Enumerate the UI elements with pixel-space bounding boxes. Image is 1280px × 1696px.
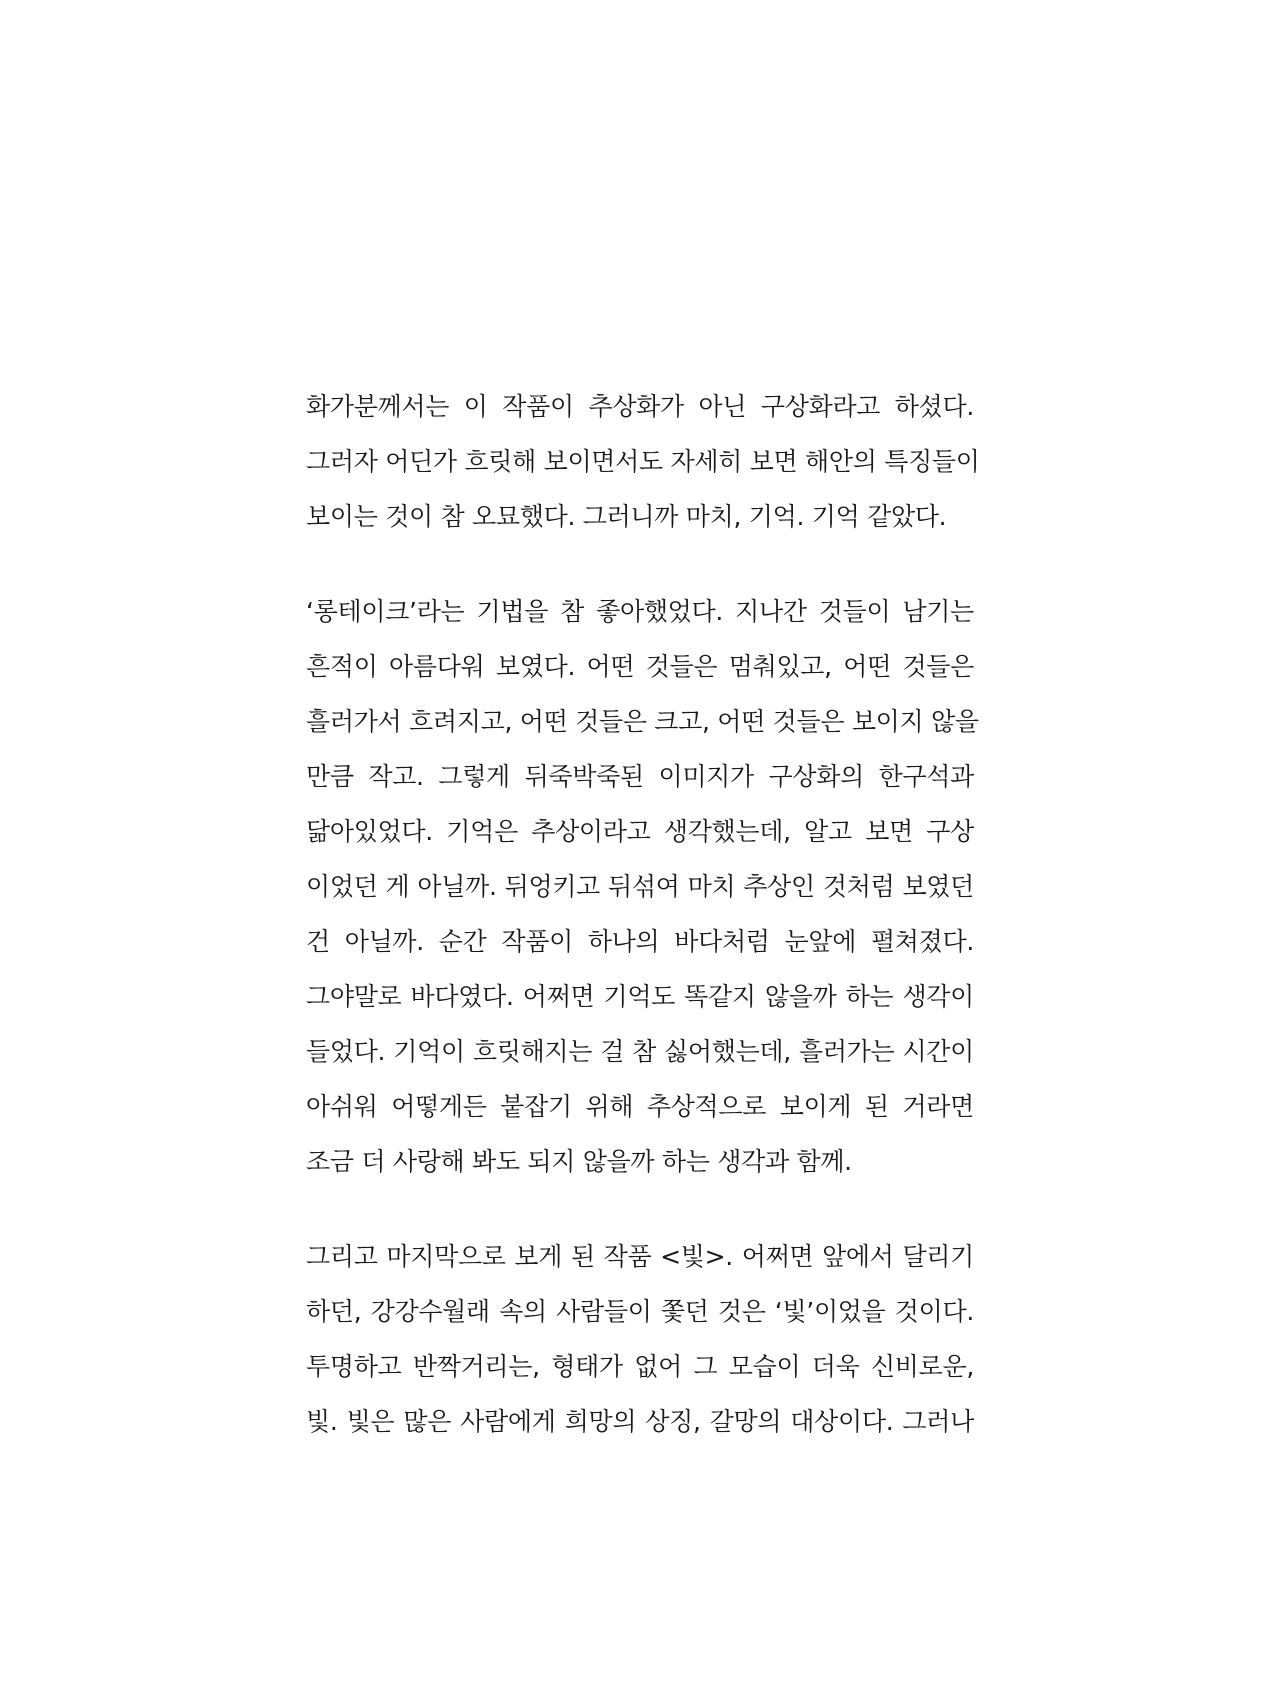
text-line: 들었다. 기억이 흐릿해지는 걸 참 싫어했는데, 흘러가는 시간이: [306, 1037, 974, 1066]
text-line: 닮아있었다. 기억은 추상이라고 생각했는데, 알고 보면 구상: [306, 817, 974, 846]
text-line: 만큼 작고. 그렇게 뒤죽박죽된 이미지가 구상화의 한구석과: [306, 762, 974, 791]
text-line: ‘롱테이크’라는 기법을 참 좋아했었다. 지나간 것들이 남기는: [306, 597, 974, 626]
body-text: [306, 379, 980, 1489]
text-line: 건 아닐까. 순간 작품이 하나의 바다처럼 눈앞에 펼쳐졌다.: [306, 927, 974, 956]
paragraph-2: [306, 584, 979, 1189]
text-line: 아쉬워 어떻게든 붙잡기 위해 추상적으로 보이게 된 거라면: [306, 1092, 974, 1121]
text-line: 조금 더 사랑해 봐도 되지 않을까 하는 생각과 함께.: [306, 1147, 852, 1176]
text-line: 보이는 것이 참 오묘했다. 그러니까 마치, 기억. 기억 같았다.: [306, 502, 947, 531]
text-line: 이었던 게 아닐까. 뒤엉키고 뒤섞여 마치 추상인 것처럼 보였던: [306, 872, 974, 901]
paragraph-3: [306, 1229, 974, 1449]
paragraph-1: [306, 379, 980, 544]
text-line: 빛. 빛은 많은 사람에게 희망의 상징, 갈망의 대상이다. 그러나: [306, 1407, 974, 1436]
text-line: 그러자 어딘가 흐릿해 보이면서도 자세히 보면 해안의 특징들이: [306, 447, 980, 476]
text-line: 흘러가서 흐려지고, 어떤 것들은 크고, 어떤 것들은 보이지 않을: [306, 707, 979, 736]
text-line: 그야말로 바다였다. 어쩌면 기억도 똑같지 않을까 하는 생각이: [306, 982, 974, 1011]
text-line: 하던, 강강수월래 속의 사람들이 쫓던 것은 ‘빛’이었을 것이다.: [306, 1297, 974, 1326]
text-line: 화가분께서는 이 작품이 추상화가 아닌 구상화라고 하셨다.: [306, 392, 974, 421]
text-line: 투명하고 반짝거리는, 형태가 없어 그 모습이 더욱 신비로운,: [306, 1352, 974, 1381]
text-line: 그리고 마지막으로 보게 된 작품 <빛>. 어쩌면 앞에서 달리기: [306, 1242, 974, 1271]
text-line: 흔적이 아름다워 보였다. 어떤 것들은 멈춰있고, 어떤 것들은: [306, 652, 974, 681]
